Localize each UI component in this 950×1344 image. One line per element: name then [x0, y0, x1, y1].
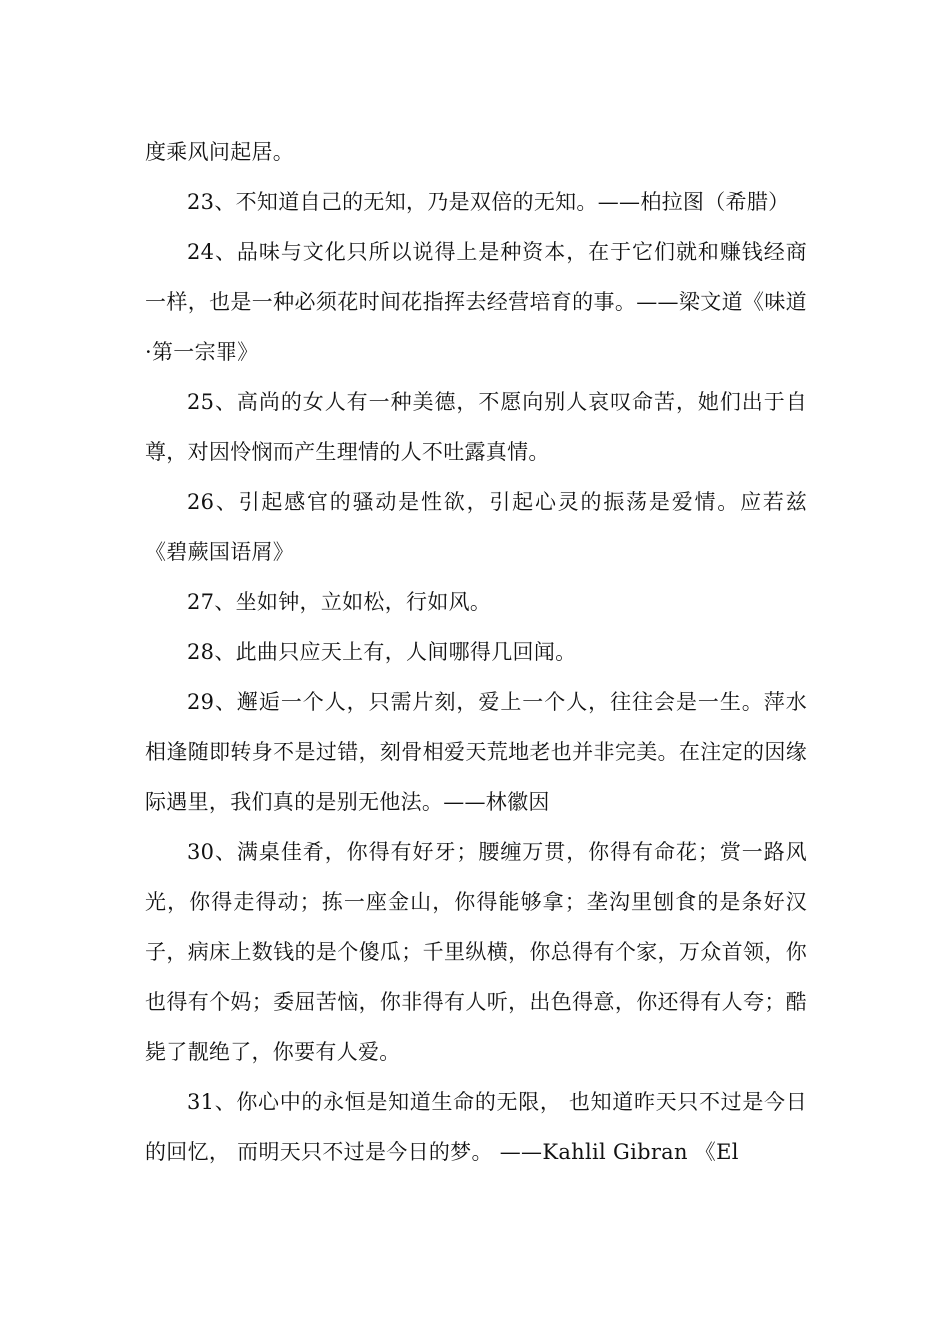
paragraph-27: 27、坐如钟，立如松，行如风。 [187, 590, 492, 614]
body-text [145, 127, 807, 1177]
paragraph-31: 31、你心中的永恒是知道生命的无限， 也知道昨天只不过是今日的回忆， 而明天只不过是今日的梦。 ——Kahlil Gibran 《El [145, 1090, 807, 1164]
paragraph-23: 23、不知道自己的无知，乃是双倍的无知。——柏拉图（希腊） [187, 190, 790, 214]
paragraph-29: 29、邂逅一个人，只需片刻，爱上一个人，往往会是一生。萍水相逢随即转身不是过错，刻骨相爱天荒地老也并非完美。在注定的因缘际遇里，我们真的是别无他法。——林徽因 [145, 690, 807, 814]
paragraph-28: 28、此曲只应天上有，人间哪得几回闻。 [187, 640, 577, 664]
paragraph-24: 24、品味与文化只所以说得上是种资本，在于它们就和赚钱经商一样，也是一种必须花时间花指挥去经营培育的事。——梁文道《味道·第一宗罪》 [145, 240, 807, 364]
paragraph-22-continuation: 度乘风问起居。 [145, 140, 295, 164]
paragraph-25: 25、高尚的女人有一种美德，不愿向别人哀叹命苦，她们出于自尊，对因怜悯而产生理情的人不吐露真情。 [145, 390, 807, 464]
paragraph-30: 30、满桌佳肴，你得有好牙；腰缠万贯，你得有命花；赏一路风光，你得走得动；拣一座金山，你得能够拿；垄沟里刨食的是条好汉子，病床上数钱的是个傻瓜；千里纵横，你总得有个家，万众首领，你也得有个妈；委屈苦恼，你非得有人听，出色得意，你还得有人夸；酷毙了靓绝了，你要有人爱。 [145, 840, 807, 1064]
paragraph-26: 26、引起感官的骚动是性欲，引起心灵的振荡是爱情。应若兹《碧蕨国语屑》 [145, 490, 807, 564]
